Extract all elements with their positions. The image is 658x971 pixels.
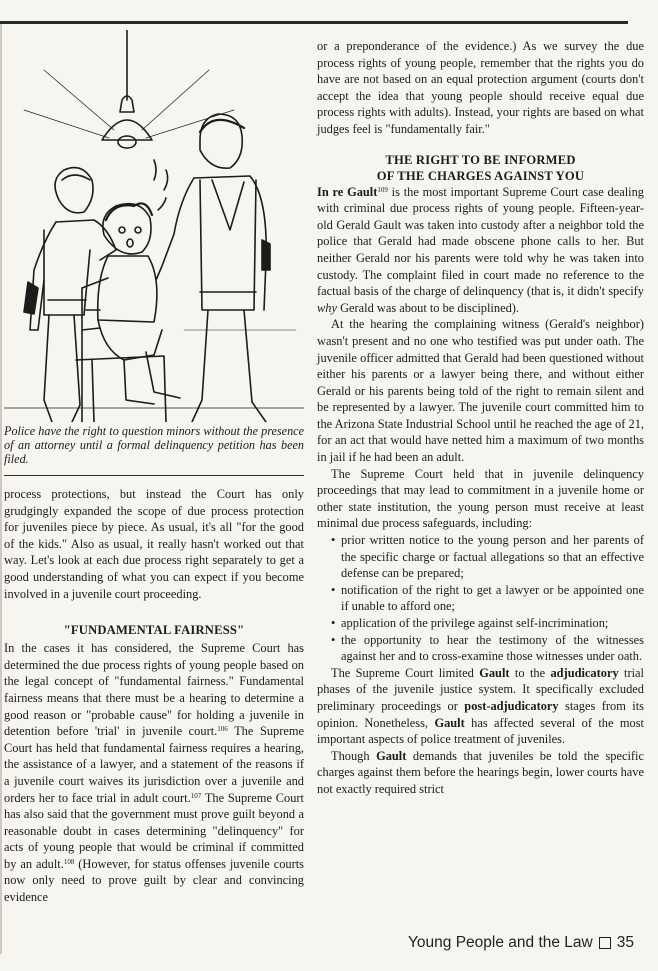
- left-column: [4, 30, 304, 906]
- top-rule: [0, 21, 628, 24]
- right-column: [317, 38, 644, 798]
- footnote-107: 107: [190, 791, 202, 800]
- charges-paragraph: Though Gault demands that juveniles be told the specific charges against them before the hearings begin, lower courts have not exactly required strict: [317, 748, 644, 796]
- list-item: • application of the privilege against self-incrimination;: [331, 615, 644, 632]
- intro-paragraph: process protections, but instead the Court has only grudgingly expanded the scope of due process protection for juveniles piece by piece. As usual, it's all "for the good of the kids." Also as usual, it really hasn't worked out that way. Let's look at each due process right separately to get a good understanding of what you can expect if you become involved in a juvenile court proceeding.: [4, 487, 304, 601]
- footnote-106: 106: [217, 725, 228, 734]
- heading-charges-against-you: OF THE CHARGES AGAINST YOU: [376, 168, 585, 183]
- list-item: • the opportunity to hear the testimony of the witnesses against her and to cross-examine those witnesses under oath.: [331, 632, 644, 665]
- police-interrogation-illustration: [4, 30, 304, 422]
- footnote-109: 109: [377, 185, 388, 194]
- continued-paragraph: or a preponderance of the evidence.) As we survey the due process rights of young people, remember that the rights you do have are not based on an equal protection argument (courts don't accept the idea that young people should receive equal due process rights with adults). Instead, your rights are based on what judges feel is "fundamentally fair.": [317, 39, 644, 136]
- case-name: In re Gault: [317, 184, 378, 199]
- illustration-caption: Police have the right to question minors without the presence of an attorney until a formal delinquency petition has been filed.: [4, 424, 304, 466]
- footnote-108: 108: [63, 857, 75, 866]
- left-edge: [0, 24, 2, 954]
- book-title: Young People and the Law: [408, 934, 593, 951]
- heading-right-to-be-informed: THE RIGHT TO BE INFORMED: [385, 152, 576, 167]
- hearing-paragraph: At the hearing the complaining witness (Gerald's neighbor) wasn't present and no one who testified was put under oath. The juvenile officer admitted that Gerald had been questioned without either his parents or a lawyer being there, and without either Gerald or his parents being told of the right to remain silent and be represented by a lawyer. The juvenile court committed him to the Arizona State Industrial School until he reached the age of 21, for an act that would have netted him a maximum of two months in jail if he had been an adult.: [317, 317, 644, 465]
- list-item: • notification of the right to get a lawyer or be appointed one if unable to afford one;: [331, 582, 644, 615]
- heading-fundamental-fairness: "FUNDAMENTAL FAIRNESS": [63, 623, 245, 638]
- safeguards-list: [317, 532, 644, 665]
- caption-rule: [4, 475, 304, 476]
- fundamental-fairness-paragraph: In the cases it has considered, the Supreme Court has determined the due process rights of young people based on the legal concept of "fundamental fairness." Fundamental fairness means that there must be a hearing to determine a good reason or "probable cause" for holding a juvenile in detention before 'trial' in juvenile court.$^{106}$ The Supreme Court has held that fundamental fairness requires a hearing, the assistance of a lawyer, and a statement of the reasons if a juvenile court waives its jurisdiction over a juvenile and orders her to face trial in adult court.$^{107}$ The Supreme Court has also said that the government must prove guilt beyond a reasonable doubt in cases determining "delinquency" for acts of young people that would be criminal if committed by an adult.$^{108}$ (However, for status offenses juvenile courts now only need to prove guilt by clear and convincing evidence: [4, 641, 305, 905]
- illustration: [4, 30, 304, 422]
- gault-paragraph: In re Gault$^{109}$ is the most important Supreme Court case dealing with criminal due process rights of young people. Fifteen-year-old Gerald Gault was taken into custody after a neighbor told the police that Gerald had made obscene phone calls to her. But neither Gerald nor his parents were told why he was taken into custody. The complaint filed in court made no reference to the factual basis of the charge of delinquency (that is, it didn't specify why Gerald was about to be disciplined).: [317, 184, 644, 315]
- limitation-paragraph: The Supreme Court limited Gault to the adjudicatory trial phases of the juvenile justice system. It specifically excluded preliminary proceedings or post-adjudicatory stages from its opinion. Nonetheless, Gault has affected several of the most important aspects of police treatment of juveniles.: [317, 665, 644, 747]
- page-footer: [408, 934, 634, 952]
- list-item: • prior written notice to the young person and her parents of the specific charge or factual allegations so that an effective defense can be prepared;: [331, 532, 644, 582]
- page-number: 35: [616, 934, 634, 951]
- square-icon: [599, 937, 611, 949]
- holding-paragraph: The Supreme Court held that in juvenile delinquency proceedings that may lead to commitment in a juvenile home or other state institution, the young person must receive at least minimal due process safeguards, including:: [317, 466, 644, 531]
